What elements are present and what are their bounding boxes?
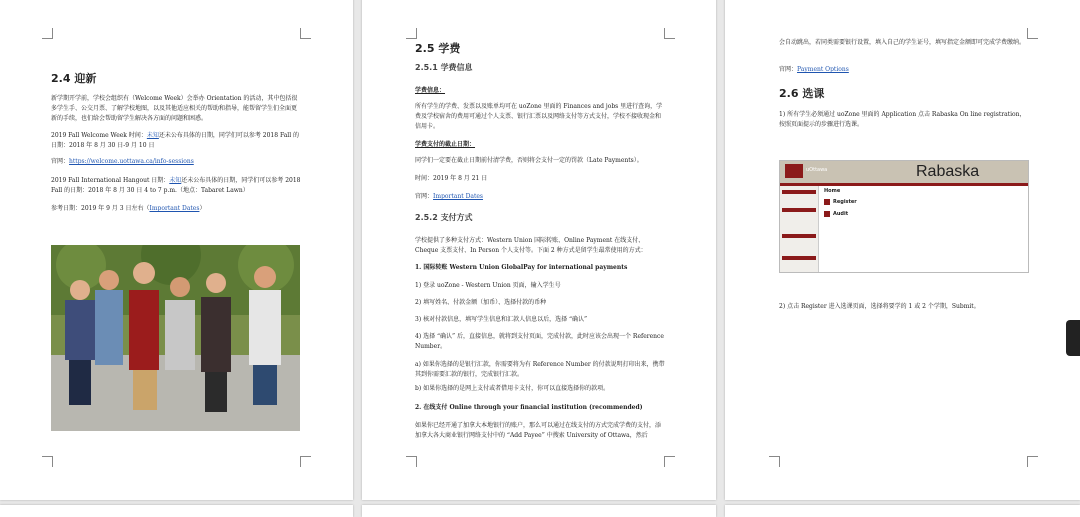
note-item: a) 如果你选择的是银行汇款，你需要将为有 Reference Number 的付款说明打印出来，携带其到你需要汇款的银行，完成银行汇款。 [415, 361, 665, 378]
paragraph [51, 157, 301, 167]
paragraph: 会自动跳出，若同类需要银行设置，填入自己的学生证号，填写指定金额即可完成学费缴纳。 [779, 39, 1026, 46]
paragraph: 1) 所有学生必须通过 uoZone 里面的 Application 点击 Rabaska On line registration，按照页面提示的步骤进行选课。 [779, 111, 1026, 128]
link[interactable]: 未知 [146, 132, 159, 139]
paragraph: 新学期开学前，学校会组织有（Welcome Week）会举办 Orientation 的活动，其中包括很多学生手、公交月票、了解学校地图，以及其他适应相关的帮助和指导，能帮留学生们全面更新的手续，也们给会帮助留学生解决各方面的问题和困惑。 [51, 95, 298, 122]
next-page-edge [0, 505, 353, 517]
paragraph: 所有学生的学费、发票以及账单均可在 uoZone 里面的 Finances and jobs 里进行查询，学费及学校宿舍的费用可通过个人支票、银行汇票以及网络支付等方式支付，学校不接收现金和信用卡。 [415, 103, 663, 130]
text: 官网： [51, 158, 70, 165]
paragraph: 学校提供了多种支付方式：Western Union 国际转账、Online Payment 在线支付、Cheque 支票支付、In Person 个人支付等。下面 2 种方式是留学生最常使用的方式： [415, 237, 647, 254]
paragraph [51, 131, 301, 151]
document-page-3 [725, 0, 1080, 500]
text: 官网： [415, 193, 434, 200]
sidebar-bar [782, 208, 816, 212]
crop-mark [664, 456, 675, 467]
next-page-edge [725, 505, 1080, 517]
text: 官网： [779, 66, 798, 73]
crop-mark [42, 456, 53, 467]
crop-mark [300, 28, 311, 39]
paragraph: 同学们一定要在截止日期前付清学费，否则将会支付一定的罚款（Late Payments）。 [415, 157, 643, 164]
text: 还未公布具体的日期，同学们可以参考 2018 Fall 的日期：2018 年 8 月 30 日-9 月 10 日 [51, 132, 300, 149]
crop-mark [664, 28, 675, 39]
step-title: 2. 在线支付 Online through your financial institution (recommended) [415, 404, 643, 411]
audit-icon [824, 211, 830, 217]
subsection-heading: 2.5.2 支付方式 [415, 213, 473, 222]
step-item: 2) 填写姓名、付款金额（加币）、选择付款的币种 [415, 299, 547, 306]
note-item: b) 如果你选择的是网上支付或者借用卡支付，你可以直接选择你的款项。 [415, 385, 610, 392]
text: 2019 Fall International Hangout 日期： [51, 177, 170, 184]
menu-home[interactable]: Home [824, 188, 841, 194]
crop-mark [42, 28, 53, 39]
logo-icon [785, 164, 803, 178]
next-page-edge [362, 505, 716, 517]
sidebar-bar [782, 256, 816, 260]
document-page-1 [0, 0, 353, 500]
sidebar-bar [782, 190, 816, 194]
rabaska-title: Rabaska [916, 163, 980, 180]
paragraph: 如果你已经开通了加拿大本地银行的账户，那么可以通过在线支付的方式完成学费的支付，添加拿大各大商业银行网络支付中的 “Add Payee” 中搜索 University of Ottawa，然后 [415, 422, 662, 439]
paragraph [51, 204, 301, 214]
rabaska-screenshot [779, 160, 1029, 273]
crop-mark [406, 456, 417, 467]
group-photo [51, 245, 300, 431]
menu-register[interactable]: Register [833, 199, 857, 205]
menu-audit[interactable]: Audit [833, 211, 849, 217]
label: 学费支付的截止日期： [415, 141, 476, 148]
text: ） [199, 205, 206, 212]
step-item: 3) 核对付款信息，填写学生信息和汇款人信息以后，选择 “确认” [415, 316, 588, 323]
section-heading: 2.5 学费 [415, 42, 461, 55]
section-heading: 2.4 迎新 [51, 72, 97, 85]
sidebar-bar [782, 234, 816, 238]
section-heading: 2.6 选课 [779, 87, 825, 100]
link[interactable]: Important Dates [149, 205, 200, 212]
crop-mark [300, 456, 311, 467]
rabaska-header [780, 161, 1028, 183]
step-item: 4) 选择 “确认” 后，直接信息，就将到支付页面，完成付款，此时应该会出现一个 Reference Number。 [415, 333, 664, 350]
document-page-2 [362, 0, 716, 500]
step-item: 1) 登录 uoZone - Western Union 页面，输入学生号 [415, 282, 561, 289]
paragraph [51, 176, 301, 196]
subsection-heading: 2.5.1 学费信息 [415, 63, 473, 72]
step-title: 1. 国际转账 Western Union GlobalPay for international payments [415, 264, 628, 271]
label: 学费信息： [415, 87, 446, 94]
date-text: 时间：2019 年 8 月 21 日 [415, 175, 488, 182]
link[interactable]: Important Dates [433, 193, 483, 200]
url-link[interactable]: https://welcome.uottawa.ca/info-sessions [69, 158, 194, 165]
paragraph [415, 192, 483, 202]
crop-mark [406, 28, 417, 39]
brand-text: uOttawa [806, 167, 828, 173]
side-panel-tab[interactable] [1066, 320, 1080, 356]
link[interactable]: 未知 [169, 177, 182, 184]
text: 2019 Fall Welcome Week 时间： [51, 132, 147, 139]
crop-mark [769, 456, 780, 467]
crop-mark [1027, 456, 1038, 467]
text: 还未公布具体的日期，同学们可以参考 2018 Fall 的日期：2018 年 8 月 30 日 4 to 7 p.m.（地点：Tabaret Lawn） [51, 177, 301, 194]
paragraph [779, 65, 849, 75]
link[interactable]: Payment Options [797, 66, 849, 73]
rabaska-sidebar [780, 186, 819, 272]
paragraph: 2) 点击 Register 进入选课页面，选择将要学的 1 或 2 个学期，Submit。 [779, 303, 980, 310]
register-icon [824, 199, 830, 205]
text: 参考日期：2019 年 9 月 3 日左右（ [51, 205, 150, 212]
